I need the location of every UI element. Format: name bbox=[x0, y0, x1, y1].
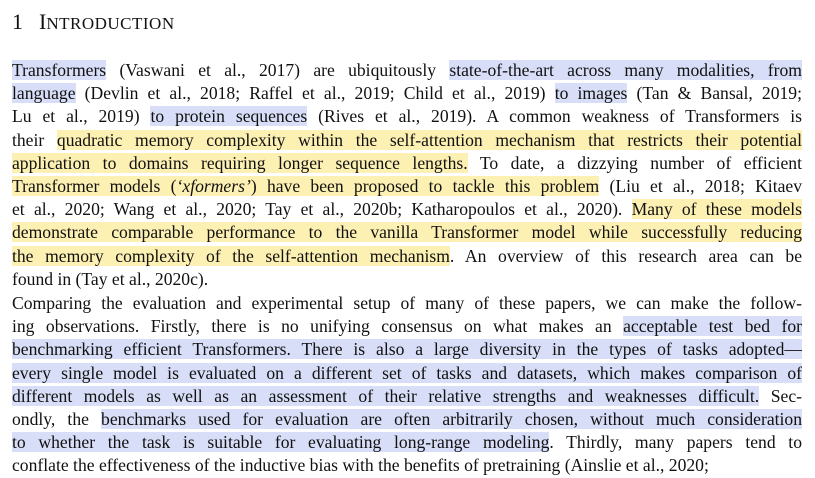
text-line bbox=[12, 245, 802, 268]
highlighted-text: Transformer models ( bbox=[12, 175, 177, 196]
highlighted-text: every single model is evaluated on a different set of tasks and datasets, which makes comparison of bbox=[12, 362, 802, 383]
text-span: (Liu et al., 2018; Kitaev bbox=[599, 175, 802, 196]
text-line bbox=[12, 338, 802, 361]
section-heading bbox=[12, 9, 175, 37]
text-span: their bbox=[12, 129, 57, 150]
text-span: Sec- bbox=[759, 385, 802, 406]
text-span: . Thirdly, many papers tend to bbox=[549, 432, 802, 453]
text-span: To date, a dizzying number of efficient bbox=[467, 152, 802, 173]
text-line bbox=[12, 105, 802, 128]
text-line bbox=[12, 221, 802, 244]
text-line bbox=[12, 175, 802, 198]
text-span: conflate the effectiveness of the inductive bias with the benefits of pretraining (Ainslie et al., 2020; bbox=[12, 455, 709, 476]
text-span: et al., 2020; Wang et al., 2020; Tay et al., 2020b; Katharopoulos et al., 2020). bbox=[12, 199, 632, 220]
text-line bbox=[12, 408, 802, 431]
text-span: found in (Tay et al., 2020c). bbox=[12, 268, 209, 289]
text-span: (Rives et al., 2019). A common weakness of Transformers is bbox=[307, 106, 802, 127]
highlighted-text: state-of-the-art across many modalities, from bbox=[449, 60, 802, 80]
highlighted-text: Many of these models bbox=[631, 199, 802, 220]
paragraph-introduction-2 bbox=[12, 292, 802, 478]
highlighted-text: ) have been proposed to tackle this problem bbox=[250, 175, 600, 196]
text-span: (Vaswani et al., 2017) are ubiquitously bbox=[106, 60, 450, 80]
text-line bbox=[12, 129, 802, 152]
highlighted-text: quadratic memory complexity within the self-attention mechanism that restricts their potential bbox=[56, 129, 802, 150]
text-line bbox=[12, 315, 802, 338]
highlighted-text: to protein sequences bbox=[150, 106, 308, 127]
text-line bbox=[12, 82, 802, 105]
text-span: Lu et al., 2019) bbox=[12, 106, 151, 127]
text-line bbox=[12, 198, 802, 221]
text-span: . An overview of this research area can be bbox=[449, 245, 802, 266]
highlighted-text: different models as well as an assessment of their relative strengths and weaknesses difficult. bbox=[12, 385, 760, 406]
text-line bbox=[12, 292, 802, 315]
highlighted-text: to images bbox=[554, 83, 628, 104]
section-title-initial: I bbox=[39, 9, 47, 34]
text-line bbox=[12, 152, 802, 175]
highlighted-text: the memory complexity of the self-attention mechanism bbox=[12, 245, 450, 266]
paragraph-introduction-1 bbox=[12, 59, 802, 291]
highlighted-text: acceptable test bed for bbox=[623, 316, 802, 337]
text-span: ondly, the bbox=[12, 408, 102, 429]
highlighted-text: ‘xformers’ bbox=[176, 175, 251, 196]
highlighted-text: language bbox=[12, 83, 76, 104]
section-number: 1 bbox=[12, 9, 23, 34]
highlighted-text: to whether the task is suitable for evaluating long-range modeling bbox=[12, 432, 550, 453]
section-title-rest: NTRODUCTION bbox=[46, 14, 175, 33]
text-line bbox=[12, 268, 802, 291]
text-line bbox=[12, 59, 802, 82]
text-span: Comparing the evaluation and experimental setup of many of these papers, we can make the follow- bbox=[12, 293, 802, 313]
highlighted-text: benchmarking efficient Transformers. There is also a large diversity in the types of tasks adopted— bbox=[12, 339, 802, 360]
highlighted-text: application to domains requiring longer sequence lengths. bbox=[12, 152, 468, 173]
highlighted-text: benchmarks used for evaluation are often arbitrarily chosen, without much consideration bbox=[101, 408, 802, 429]
text-line bbox=[12, 431, 802, 454]
text-span: (Devlin et al., 2018; Raffel et al., 2019; Child et al., 2019) bbox=[75, 83, 555, 104]
text-span: ing observations. Firstly, there is no unifying consensus on what makes an bbox=[12, 316, 624, 337]
text-line bbox=[12, 362, 802, 385]
text-line bbox=[12, 385, 802, 408]
highlighted-text: Transformers bbox=[12, 60, 107, 80]
text-span: (Tan & Bansal, 2019; bbox=[627, 83, 802, 104]
highlighted-text: demonstrate comparable performance to the vanilla Transformer model while successfully reducing bbox=[12, 222, 802, 243]
text-line bbox=[12, 454, 802, 477]
